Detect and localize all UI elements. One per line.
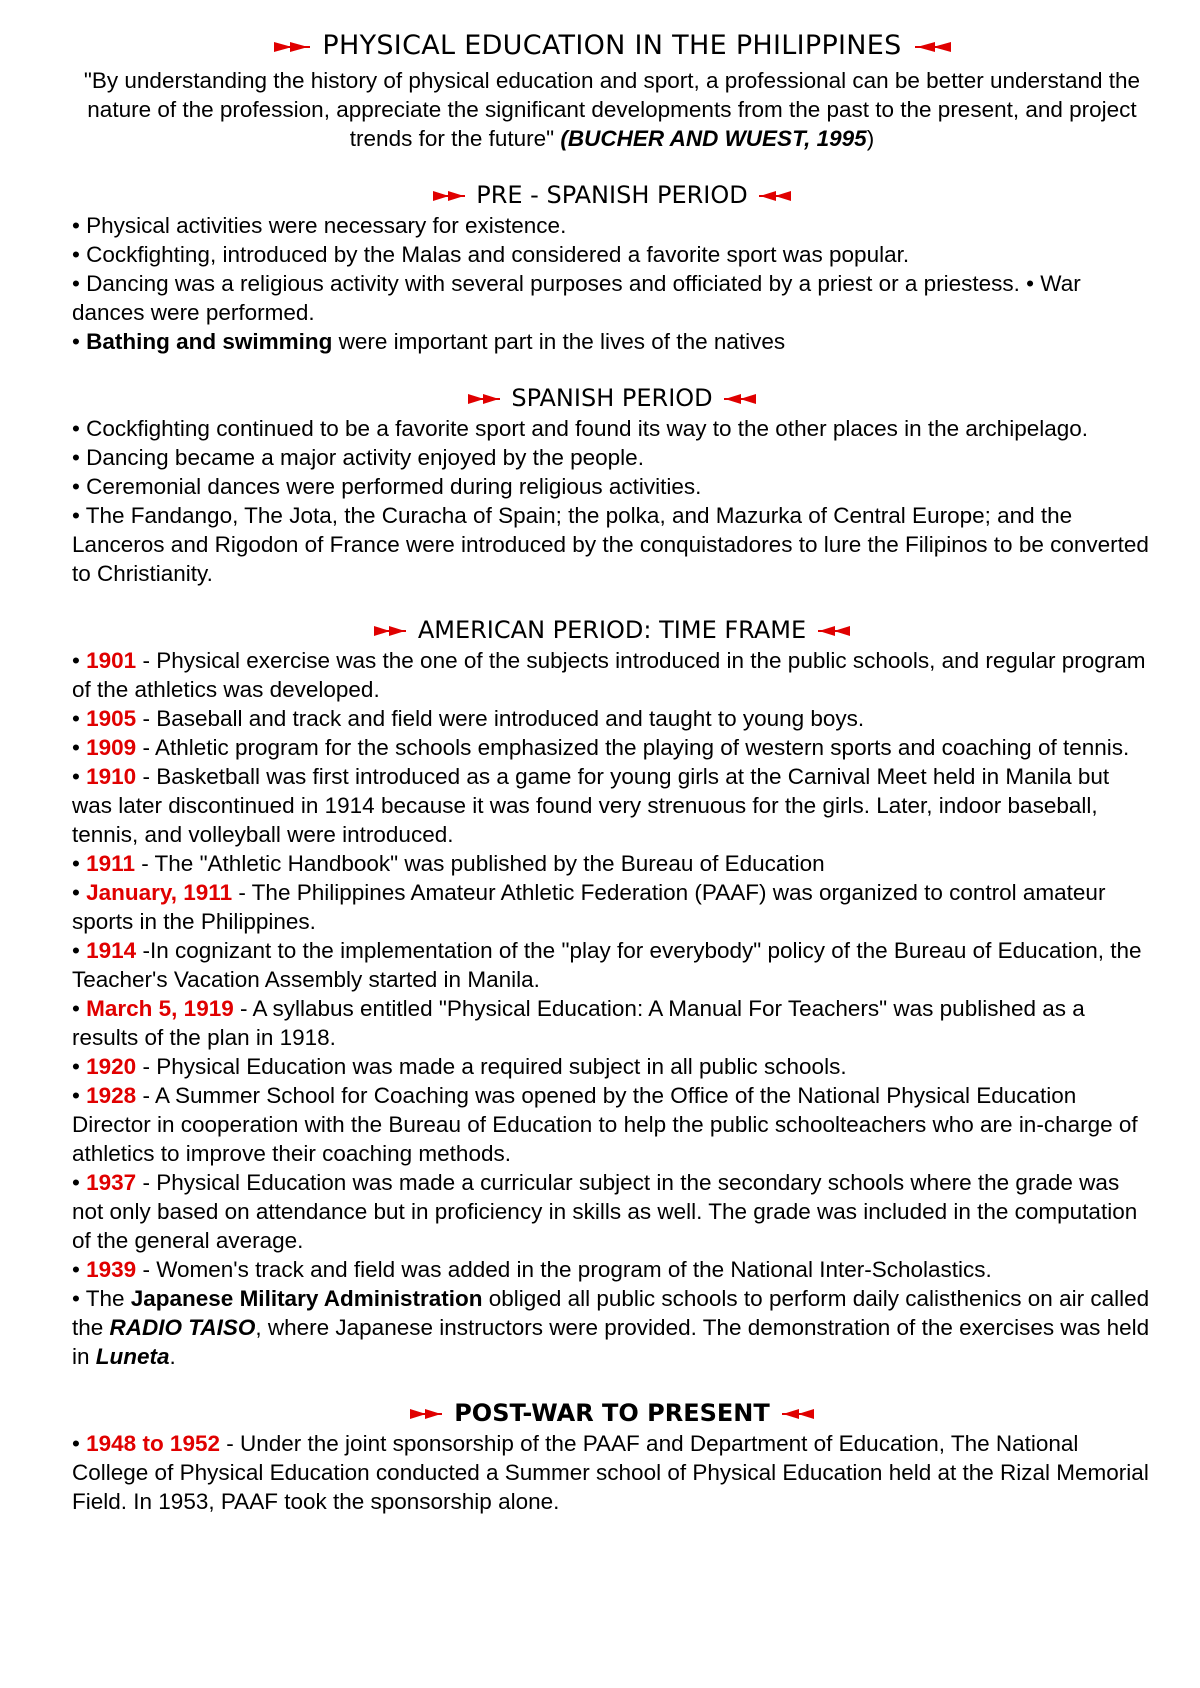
- timeline-item: • 1901 - Physical exercise was the one of the subjects introduced in the public schools, and regular program of the athletics was developed.: [72, 648, 1146, 702]
- timeline-year: 1914: [86, 938, 137, 963]
- timeline-item: • March 5, 1919 - A syllabus entitled "Physical Education: A Manual For Teachers" was published as a results of the plan in 1918.: [72, 996, 1085, 1050]
- timeline-item-japanese: • The Japanese Military Administration obliged all public schools to perform daily calisthenics on air called the RADIO TAISO, where Japanese instructors were provided. The demonstration of the exercises was held in Luneta.: [72, 1286, 1150, 1369]
- timeline-item: • 1928 - A Summer School for Coaching was opened by the Office of the National Physical Education Director in cooperation with the Bureau of Education to help the public schoolteachers who are in-charge of athletics to improve their coaching methods.: [72, 1083, 1138, 1166]
- page-title: [72, 28, 1152, 64]
- double-right-arrow-icon: [274, 40, 314, 54]
- timeline-item: • 1910 - Basketball was first introduced as a game for young girls at the Carnival Meet held in Manila but was later discontinued in 1914 because it was found very strenuous for the girls. Later, indoor baseball, tennis, and volleyball were introduced.: [72, 764, 1110, 847]
- section-postwar: [72, 1397, 1152, 1516]
- timeline-year: 1920: [86, 1054, 137, 1079]
- list-item: • The Fandango, The Jota, the Curacha of Spain; the polka, and Mazurka of Central Europe; and the Lanceros and Rigodon of France were introduced by the conquistadores to lure the Filipinos to be converted to Christianity.: [72, 503, 1149, 586]
- document-page: [72, 28, 1152, 1516]
- timeline-year: 1901: [86, 648, 137, 673]
- timeline-year: 1928: [86, 1083, 137, 1108]
- timeline-year: 1937: [86, 1170, 137, 1195]
- timeline-year: 1948 to 1952: [86, 1431, 220, 1456]
- section-pre-spanish: [72, 179, 1152, 356]
- section-spanish: [72, 382, 1152, 588]
- section-american: [72, 614, 1152, 1371]
- list-item: • Dancing became a major activity enjoyed by the people.: [72, 445, 644, 470]
- section-heading-american: AMERICAN PERIOD: TIME FRAME: [72, 614, 1152, 646]
- timeline-year: 1909: [86, 735, 137, 760]
- section-heading-pre-spanish: PRE - SPANISH PERIOD: [72, 179, 1152, 211]
- timeline-item: • 1905 - Baseball and track and field were introduced and taught to young boys.: [72, 706, 865, 731]
- timeline-item: • January, 1911 - The Philippines Amateur Athletic Federation (PAAF) was organized to control amateur sports in the Philippines.: [72, 880, 1106, 934]
- section-heading-postwar: POST-WAR TO PRESENT: [72, 1397, 1152, 1429]
- list-item: • Ceremonial dances were performed during religious activities.: [72, 474, 702, 499]
- list-item: • Cockfighting, introduced by the Malas and considered a favorite sport was popular.: [72, 242, 910, 267]
- section-heading-spanish: SPANISH PERIOD: [72, 382, 1152, 414]
- double-left-arrow-icon: [778, 1408, 814, 1420]
- list-item: • Physical activities were necessary for existence.: [72, 213, 567, 238]
- timeline-year: 1911: [86, 851, 135, 876]
- double-left-arrow-icon: [911, 40, 951, 54]
- list-item: • Bathing and swimming were important part in the lives of the natives: [72, 329, 786, 354]
- timeline-item: • 1914 -In cognizant to the implementation of the "play for everybody" policy of the Bureau of Education, the Teacher's Vacation Assembly started in Manila.: [72, 938, 1142, 992]
- timeline-item: • 1948 to 1952 - Under the joint sponsorship of the PAAF and Department of Education, The National College of Physical Education conducted a Summer school of Physical Education held at the Rizal Memorial Field. In 1953, PAAF took the sponsorship alone.: [72, 1431, 1149, 1514]
- timeline-year: 1910: [86, 764, 137, 789]
- timeline-item: • 1920 - Physical Education was made a required subject in all public schools.: [72, 1054, 847, 1079]
- timeline-year: 1905: [86, 706, 137, 731]
- timeline-item: • 1909 - Athletic program for the schools emphasized the playing of western sports and coaching of tennis.: [72, 735, 1130, 760]
- title-text: PHYSICAL EDUCATION IN THE PHILIPPINES: [322, 30, 902, 61]
- timeline-item: • 1911 - The "Athletic Handbook" was published by the Bureau of Education: [72, 851, 825, 876]
- timeline-item: • 1937 - Physical Education was made a curricular subject in the secondary schools where the grade was not only based on attendance but in proficiency in skills as well. The grade was included in the computation of the general average.: [72, 1170, 1138, 1253]
- double-right-arrow-icon: [374, 625, 410, 637]
- timeline-item: • 1939 - Women's track and field was added in the program of the National Inter-Scholastics.: [72, 1257, 992, 1282]
- double-right-arrow-icon: [410, 1408, 446, 1420]
- timeline-year: 1939: [86, 1257, 137, 1282]
- double-left-arrow-icon: [720, 393, 756, 405]
- double-left-arrow-icon: [755, 190, 791, 202]
- double-right-arrow-icon: [433, 190, 469, 202]
- timeline-year: March 5, 1919: [86, 996, 234, 1021]
- list-item: • Dancing was a religious activity with several purposes and officiated by a priest or a priestess. • War dances were performed.: [72, 271, 1081, 325]
- intro-quote: "By understanding the history of physical education and sport, a professional can be better understand the nature of the profession, appreciate the significant developments from the past to the present, and project trends for the future" (BUCHER AND WUEST, 1995): [83, 68, 1141, 151]
- double-left-arrow-icon: [814, 625, 850, 637]
- list-item: • Cockfighting continued to be a favorite sport and found its way to the other places in the archipelago.: [72, 416, 1089, 441]
- quote-citation: (BUCHER AND WUEST, 1995: [560, 126, 867, 151]
- timeline-year: January, 1911: [86, 880, 233, 905]
- double-right-arrow-icon: [468, 393, 504, 405]
